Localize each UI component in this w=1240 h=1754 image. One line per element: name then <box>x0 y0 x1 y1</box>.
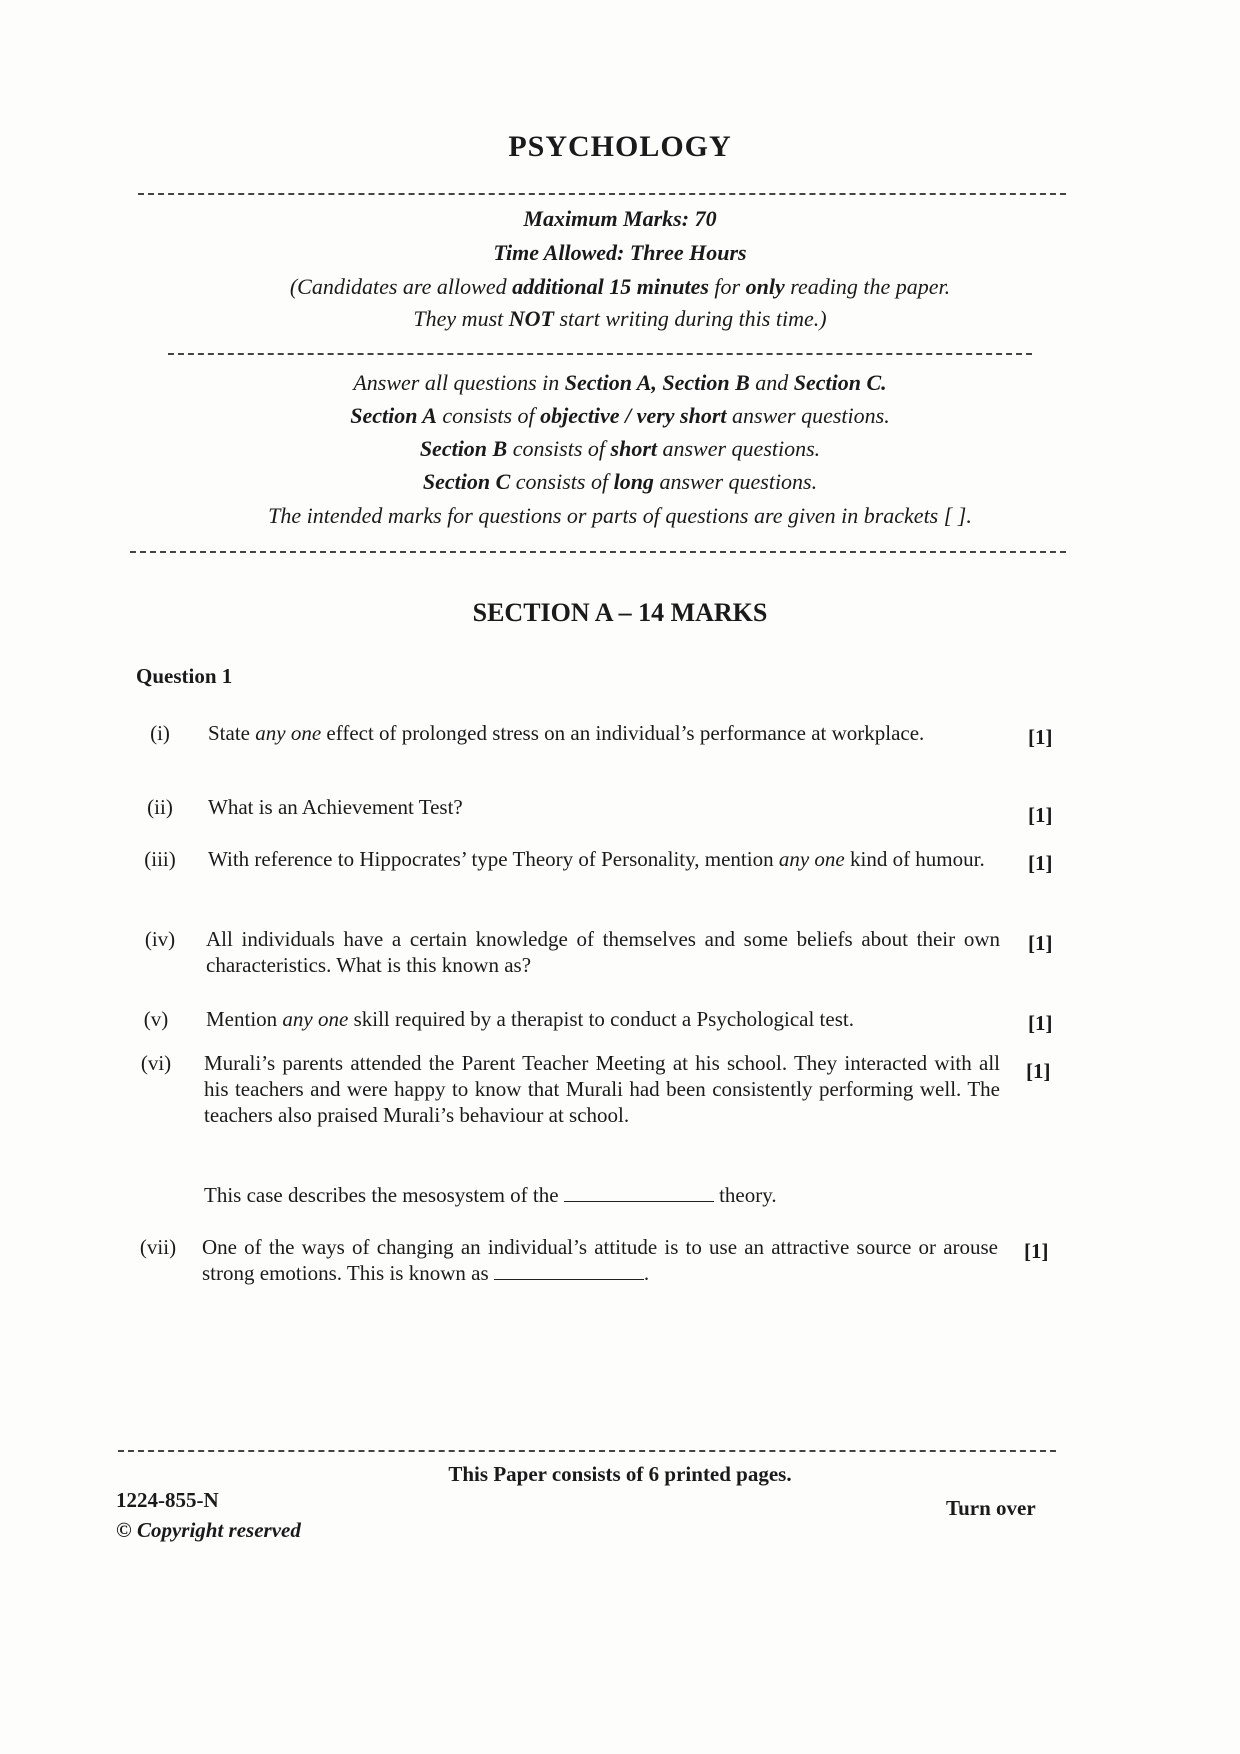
instruction-line: Section A consists of objective / very short answer questions. <box>350 403 890 428</box>
question-text: One of the ways of changing an individual’s attitude is to use an attractive source or arouse strong emotions. This is known as . <box>202 1235 998 1285</box>
question-marks: [1] <box>1028 725 1053 749</box>
question-marks: [1] <box>1028 851 1053 875</box>
question-marks: [1] <box>1028 803 1053 827</box>
answer-blank <box>494 1261 644 1280</box>
copyright-notice: © Copyright reserved <box>116 1518 301 1542</box>
question-number: (v) <box>143 1007 169 1031</box>
section-title: SECTION A – 14 MARKS <box>472 598 768 627</box>
max-marks: Maximum Marks: 70 <box>523 206 717 231</box>
question-number: (iv) <box>144 927 176 951</box>
question-text: State any one effect of prolonged stress on an individual’s performance at workplace. <box>208 721 925 745</box>
divider <box>168 353 1032 355</box>
paper-code: 1224-855-N <box>116 1488 219 1512</box>
question-text: With reference to Hippocrates’ type Theory of Personality, mention any one kind of humour. <box>208 847 985 871</box>
question-marks: [1] <box>1024 1239 1049 1263</box>
question-text: Mention any one skill required by a therapist to conduct a Psychological test. <box>206 1007 854 1031</box>
question-text: All individuals have a certain knowledge of themselves and some beliefs about their own characteristics. What is this known as? <box>206 927 1000 977</box>
question-marks: [1] <box>1028 1011 1053 1035</box>
question-text: Murali’s parents attended the Parent Teacher Meeting at his school. They interacted with all his teachers and were happy to know that Murali had been consistently performing well. The teachers also praised Murali’s behaviour at school. <box>204 1051 1000 1127</box>
question-number: (vii) <box>139 1235 177 1259</box>
question-number: (ii) <box>147 795 173 819</box>
question-number: (vi) <box>140 1051 172 1075</box>
instruction-line: Section B consists of short answer questions. <box>419 436 821 461</box>
reading-note: (Candidates are allowed additional 15 minutes for only reading the paper. <box>289 274 951 299</box>
question-marks: [1] <box>1026 1059 1051 1083</box>
subject-title: PSYCHOLOGY <box>508 130 732 163</box>
writing-note: They must NOT start writing during this time.) <box>413 306 827 331</box>
question-text: What is an Achievement Test? <box>208 795 463 819</box>
question-number: (iii) <box>144 847 176 871</box>
question-heading: Question 1 <box>136 664 233 688</box>
instruction-line: Section C consists of long answer questions. <box>422 469 818 494</box>
question-marks: [1] <box>1028 931 1053 955</box>
instruction-line: The intended marks for questions or parts of questions are given in brackets [ ]. <box>268 503 972 528</box>
divider <box>138 193 1066 195</box>
question-number: (i) <box>150 721 170 745</box>
divider <box>118 1450 1056 1452</box>
time-allowed: Time Allowed: Three Hours <box>493 240 747 265</box>
question-followup: This case describes the mesosystem of the theory. <box>204 1183 777 1207</box>
page-count: This Paper consists of 6 printed pages. <box>448 1462 792 1486</box>
answer-blank <box>564 1183 714 1202</box>
divider <box>130 551 1066 553</box>
instruction-line: Answer all questions in Section A, Section B and Section C. <box>353 370 887 395</box>
turn-over-note: Turn over <box>946 1496 1036 1520</box>
